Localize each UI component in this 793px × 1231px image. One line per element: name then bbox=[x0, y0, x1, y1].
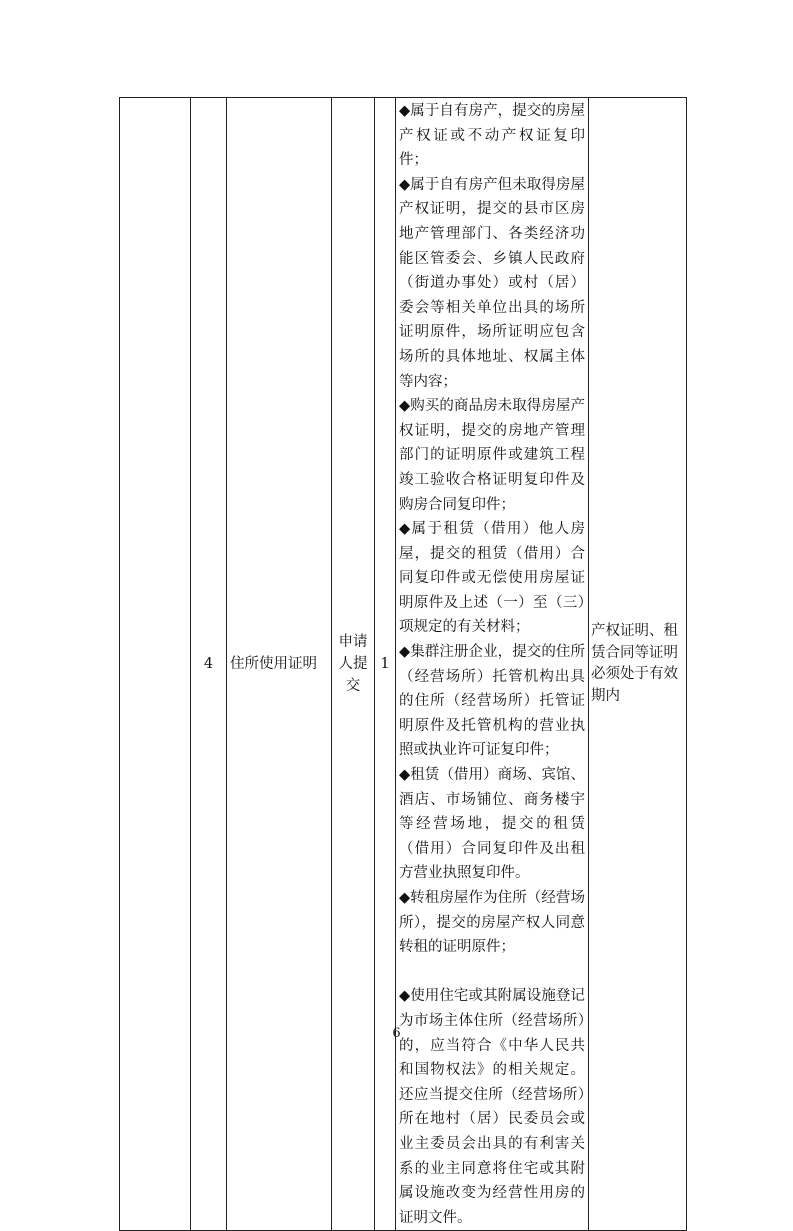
material-name: 住所使用证明 bbox=[227, 98, 332, 1231]
note-cell: 产权证明、租赁合同等证明必须处于有效期内 bbox=[589, 98, 687, 1231]
requirement-item: ◆集群注册企业，提交的住所（经营场所）托管机构出具的住所（经营场所）托管证明原件及托管机构的营业执照或执业许可证复印件； bbox=[399, 644, 585, 759]
requirement-item: ◆属于租赁（借用）他人房屋，提交的租赁（借用）合同复印件或无偿使用房屋证明原件及上述（一）至（三）项规定的有关材料； bbox=[399, 521, 585, 636]
spacer bbox=[399, 960, 585, 985]
page-number: 6 bbox=[392, 1026, 401, 1041]
material-source: 申请人提交 bbox=[332, 98, 375, 1231]
copies-count: 1 bbox=[375, 98, 396, 1231]
blank-cell bbox=[120, 98, 191, 1231]
requirement-item: ◆转租房屋作为住所（经营场所），提交的房屋产权人同意转租的证明原件； bbox=[399, 890, 585, 956]
materials-table bbox=[119, 97, 687, 1231]
requirement-item: ◆购买的商品房未取得房屋产权证明，提交的房地产管理部门的证明原件或建筑工程竣工验收合格证明复印件及购房合同复印件； bbox=[399, 398, 585, 513]
requirements-cell bbox=[396, 98, 589, 1231]
table-row bbox=[120, 98, 687, 1231]
requirement-item: ◆属于自有房产但未取得房屋产权证明，提交的县市区房地产管理部门、各类经济功能区管委会、乡镇人民政府（街道办事处）或村（居）委会等相关单位出具的场所证明原件，场所证明应包含场所的具体地址、权属主体等内容； bbox=[399, 176, 585, 390]
requirement-item: ◆属于自有房产，提交的房屋产权证或不动产权证复印件； bbox=[399, 103, 585, 169]
requirement-item: ◆使用住宅或其附属设施登记为市场主体住所（经营场所）的，应当符合《中华人民共和国物权法》的相关规定。还应当提交住所（经营场所）所在地村（居）民委员会或业主委员会出具的有利害关系的业主同意将住宅或其附属设施改变为经营性用房的证明文件。 bbox=[399, 988, 585, 1226]
row-number: 4 bbox=[191, 98, 227, 1231]
requirement-item: ◆租赁（借用）商场、宾馆、酒店、市场铺位、商务楼宇等经营场地，提交的租赁（借用）合同复印件及出租方营业执照复印件。 bbox=[399, 767, 585, 882]
